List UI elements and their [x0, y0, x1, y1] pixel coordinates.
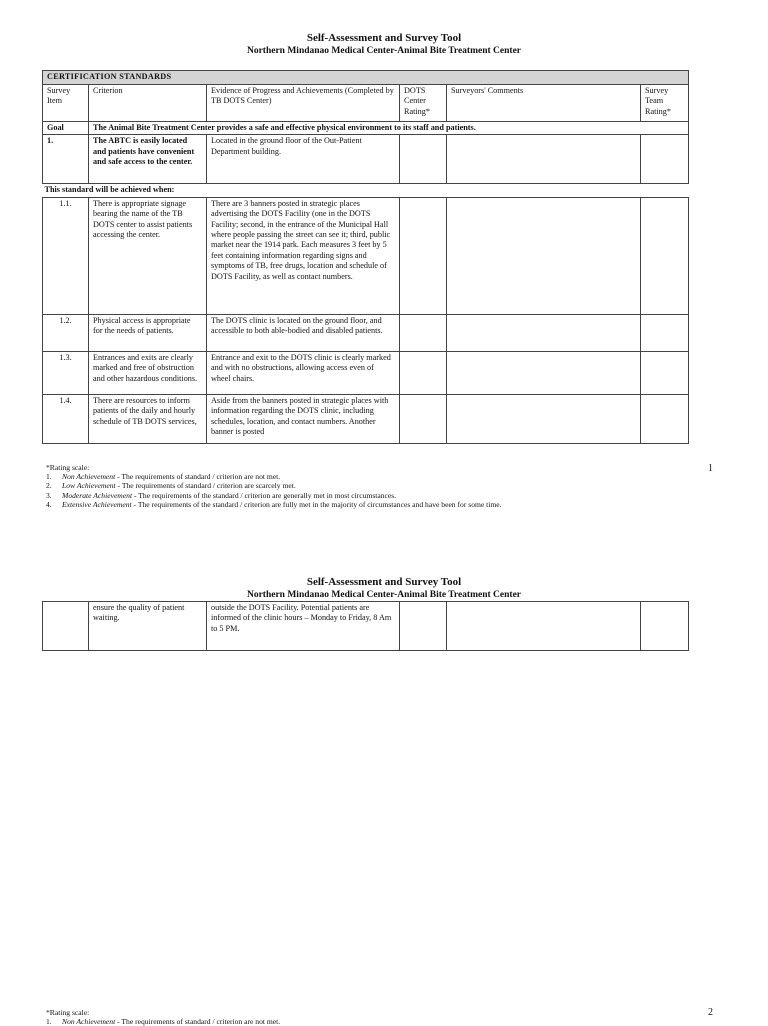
standards-table [42, 70, 689, 444]
certification-header-row [43, 71, 689, 85]
row-number [43, 602, 89, 651]
row-criterion: Entrances and exits are clearly marked and free of obstruction and other hazardous conditions. [89, 351, 207, 394]
rating-scale-notes [46, 1008, 280, 1026]
dots-rating-cell[interactable] [400, 351, 447, 394]
dots-rating-cell[interactable] [400, 197, 447, 314]
row-evidence: The DOTS clinic is located on the ground floor, and accessible to both able-bodied and disabled patients. [207, 314, 400, 351]
achieved-row [43, 184, 689, 197]
table-row [43, 197, 689, 314]
dots-rating-cell[interactable] [400, 314, 447, 351]
row-evidence: There are 3 banners posted in strategic places advertising the DOTS Facility (one in the DOTS Facility; second, in the entrance of the Municipal Hall where people passing the street can see it; third, public market near the 1914 park. Each measures 3 feet by 5 feet containing information regarding signs and symptoms of TB, free drugs, location and schedule of DOTS Facility, as well as contact numbers. [207, 197, 400, 314]
document-subtitle: Northern Mindanao Medical Center-Animal Bite Treatment Center [246, 46, 522, 56]
surveyors-comments-cell[interactable] [447, 135, 641, 184]
dots-rating-cell[interactable] [400, 602, 447, 651]
standard-number: 1. [43, 135, 89, 184]
row-criterion: ensure the quality of patient waiting. [89, 602, 207, 651]
surveyors-comments-cell[interactable] [447, 314, 641, 351]
col-surveyors-comments: Surveyors' Comments [447, 85, 641, 122]
dots-rating-cell[interactable] [400, 394, 447, 443]
surveyors-comments-cell[interactable] [447, 197, 641, 314]
rating-scale-notes [46, 463, 502, 509]
team-rating-cell[interactable] [641, 135, 689, 184]
row-evidence: outside the DOTS Facility. Potential patients are informed of the clinic hours – Monday to Friday, 8 Am to 5 PM. [207, 602, 400, 651]
goal-text: The Animal Bite Treatment Center provides a safe and effective physical environment to its staff and patients. [89, 122, 689, 135]
rating-scale-label: *Rating scale: [46, 1008, 90, 1017]
col-evidence: Evidence of Progress and Achievements (Completed by TB DOTS Center) [207, 85, 400, 122]
document-title: Self-Assessment and Survey Tool [306, 576, 462, 588]
column-header-row [43, 85, 689, 122]
row-number: 1.1. [43, 197, 89, 314]
col-survey-item: Survey Item [43, 85, 89, 122]
surveyors-comments-cell[interactable] [447, 351, 641, 394]
rating-scale-item: 2. Low Achievement - The requirements of standard / criterion are scarcely met. [46, 481, 296, 491]
col-criterion: Criterion [89, 85, 207, 122]
table-row [43, 351, 689, 394]
page-number: 1 [708, 463, 713, 474]
table-row [43, 394, 689, 443]
rating-scale-item: 1. Non Achievement - The requirements of standard / criterion are not met. [46, 1017, 281, 1026]
certification-header: CERTIFICATION STANDARDS [43, 71, 689, 85]
standard-evidence: Located in the ground floor of the Out-Patient Department building. [207, 135, 400, 184]
goal-label: Goal [43, 122, 89, 135]
col-team-rating: Survey Team Rating* [641, 85, 689, 122]
goal-row [43, 122, 689, 135]
team-rating-cell[interactable] [641, 314, 689, 351]
surveyors-comments-cell[interactable] [447, 394, 641, 443]
standards-table-continued [42, 601, 689, 651]
document-title: Self-Assessment and Survey Tool [306, 32, 462, 44]
row-evidence: Entrance and exit to the DOTS clinic is clearly marked and with no obstructions, allowing access even of wheel chairs. [207, 351, 400, 394]
team-rating-cell[interactable] [641, 394, 689, 443]
rating-scale-item: 4. Extensive Achievement - The requirements of the standard / criterion are fully met in the majority of circumstances and have been for some time. [46, 499, 502, 509]
team-rating-cell[interactable] [641, 602, 689, 651]
dots-rating-cell[interactable] [400, 135, 447, 184]
table-row [43, 602, 689, 651]
row-number: 1.3. [43, 351, 89, 394]
page-number: 2 [708, 1007, 713, 1018]
row-number: 1.2. [43, 314, 89, 351]
document-subtitle: Northern Mindanao Medical Center-Animal Bite Treatment Center [246, 590, 522, 600]
row-criterion: Physical access is appropriate for the needs of patients. [89, 314, 207, 351]
standard-row [43, 135, 689, 184]
rating-scale-item: 3. Moderate Achievement - The requirements of the standard / criterion are generally met in most circumstances. [46, 490, 397, 500]
row-number: 1.4. [43, 394, 89, 443]
row-evidence: Aside from the banners posted in strategic places with information regarding the DOTS clinic, including schedules, location, and contact numbers. Another banner is posted [207, 394, 400, 443]
rating-scale-item: 1. Non Achievement - The requirements of standard / criterion are not met. [46, 472, 281, 482]
achieved-label: This standard will be achieved when: [44, 185, 175, 195]
row-criterion: There are resources to inform patients of the daily and hourly schedule of TB DOTS services, [89, 394, 207, 443]
rating-scale-label: *Rating scale: [46, 463, 90, 472]
standard-criterion: The ABTC is easily located and patients have convenient and safe access to the center. [89, 135, 207, 184]
team-rating-cell[interactable] [641, 351, 689, 394]
surveyors-comments-cell[interactable] [447, 602, 641, 651]
col-dots-rating: DOTS Center Rating* [400, 85, 447, 122]
row-criterion: There is appropriate signage bearing the name of the TB DOTS center to assist patients accessing the center. [89, 197, 207, 314]
team-rating-cell[interactable] [641, 197, 689, 314]
table-row [43, 314, 689, 351]
